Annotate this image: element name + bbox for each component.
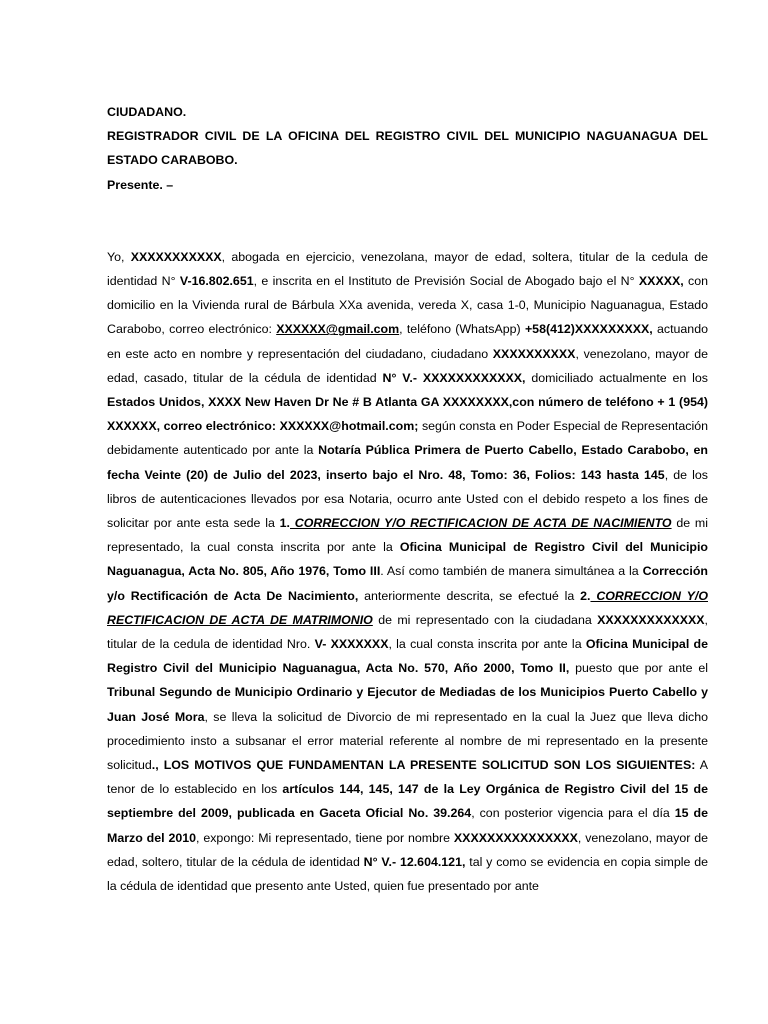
text-run: , se lleva la solicitud de Divorcio de mi representado en la cual la Juez que lleva dicho procedimiento insto a subsanar el error material referente al nombre de mi representado en la presente solicitud bbox=[107, 709, 708, 773]
text-run: , de los libros de autenticaciones llevados por esa Notaria, ocurro ante Usted con el debido respeto a los fines de solicitar por ante esta sede la bbox=[107, 467, 708, 531]
spacer bbox=[107, 197, 708, 245]
addressee-block bbox=[107, 100, 708, 197]
petitioner-name: XXXXXXXXXXX bbox=[130, 249, 222, 264]
spouse-name: XXXXXXXXXXXXX bbox=[597, 612, 705, 627]
spouse-id: V- XXXXXXX bbox=[314, 637, 389, 652]
motives-heading: ., LOS MOTIVOS QUE FUNDAMENTAN LA PRESENTE SOLICITUD SON LOS SIGUIENTES: bbox=[151, 758, 696, 773]
client-id: N° V.- XXXXXXXXXXXX, bbox=[382, 370, 526, 385]
body-paragraph bbox=[107, 245, 708, 898]
client-full-name: XXXXXXXXXXXXXXX bbox=[453, 830, 578, 845]
client-name: XXXXXXXXXX bbox=[492, 346, 576, 361]
text-run: , la cual consta inscrita por ante la bbox=[388, 637, 586, 652]
text-run: , con posterior vigencia para el día bbox=[471, 806, 675, 821]
registry-office-1: Oficina Municipal de Registro Civil del Municipio Naguanagua, Acta No. 805, Año 1976, Tomo III bbox=[107, 540, 708, 579]
addressee-line-4: Presente. – bbox=[107, 177, 174, 192]
text-run: puesto que por ante el bbox=[569, 661, 708, 676]
client-address: Estados Unidos, XXXX New Haven Dr Ne # B Atlanta GA XXXXXXXX,con número de teléfono + 1 (954) XXXXXX, correo electrónico: XXXXXX@hotmail.com; bbox=[107, 395, 708, 434]
court-name: Tribunal Segundo de Municipio Ordinario y Ejecutor de Mediadas de los Municipios Puerto Cabello y Juan José Mora bbox=[107, 685, 708, 724]
law-articles: artículos 144, 145, 147 de la Ley Orgánica de Registro Civil del 15 de septiembre del 2009, publicada en Gaceta Oficial No. 39.264 bbox=[107, 782, 708, 821]
text-run: , titular de la cedula de identidad Nro. bbox=[107, 612, 708, 652]
item-2-number: 2. bbox=[580, 588, 591, 603]
text-run: tal y como se evidencia en copia simple de la cédula de identidad que presento ante Usted, quien fue presentado por ante bbox=[107, 854, 708, 894]
item-2-title: CORRECCION Y/O RECTIFICACION DE ACTA DE MATRIMONIO bbox=[107, 588, 708, 627]
text-run: con domicilio en la Vivienda rural de Bárbula XXa avenida, vereda X, casa 1-0, Municipio Naguanagua, Estado Carabobo, correo electrónico: bbox=[107, 274, 709, 337]
text-run: , teléfono (WhatsApp) bbox=[399, 322, 525, 337]
petitioner-id: V-16.802.651 bbox=[179, 274, 254, 289]
inpre-number: XXXXX, bbox=[638, 274, 684, 289]
text-run: , abogada en ejercicio, venezolana, mayor de edad, soltera, titular de la cedula de identidad N° bbox=[107, 249, 708, 289]
correction-label: Corrección y/o Rectificación de Acta De Nacimiento, bbox=[107, 564, 708, 603]
addressee-line-1: CIUDADANO. bbox=[107, 105, 187, 119]
petitioner-email: XXXXXX@gmail.com bbox=[276, 322, 400, 337]
notary-reference: Notaría Pública Primera de Puerto Cabello, Estado Carabobo, en fecha Veinte (20) de Julio del 2023, inserto bajo el Nro. 48, Tomo: 36, Folios: 143 hasta 145 bbox=[107, 443, 708, 482]
addressee-line-2: REGISTRADOR CIVIL DE LA OFICINA DEL REGISTRO CIVIL DEL MUNICIPIO NAGUANAGUA DEL bbox=[107, 129, 708, 144]
text-run: domiciliado actualmente en los bbox=[525, 370, 708, 385]
text-run: . Así como también de manera simultánea a la bbox=[380, 564, 643, 579]
item-1-title: CORRECCION Y/O RECTIFICACION DE ACTA DE NACIMIENTO bbox=[290, 516, 672, 531]
text-run: Yo, bbox=[107, 249, 131, 264]
text-run: de mi representado, la cual consta inscrita por ante la bbox=[107, 516, 708, 555]
item-1-number: 1. bbox=[279, 516, 290, 531]
text-run: anteriormente descrita, se efectué la bbox=[358, 588, 581, 603]
registry-office-2: Oficina Municipal de Registro Civil del Municipio Naguanagua, Acta No. 570, Año 2000, Tomo II, bbox=[107, 637, 708, 676]
text-run: , expongo: Mi representado, tiene por nombre bbox=[196, 830, 454, 845]
text-run: actuando en este acto en nombre y representación del ciudadano, ciudadano bbox=[107, 322, 708, 361]
text-run: A tenor de lo establecido en los bbox=[107, 758, 708, 797]
text-run: , venezolano, mayor de edad, casado, titular de la cédula de identidad bbox=[107, 346, 708, 385]
text-run: de mi representado con la ciudadana bbox=[372, 612, 598, 627]
addressee-line-3: ESTADO CARABOBO. bbox=[107, 153, 238, 168]
client-id-number: N° V.- 12.604.121, bbox=[363, 854, 466, 869]
text-run: , venezolano, mayor de edad, soltero, titular de la cédula de identidad bbox=[107, 830, 708, 869]
petitioner-phone: +58(412)XXXXXXXXX, bbox=[524, 322, 653, 337]
text-run: según consta en Poder Especial de Representación debidamente autenticado por ante la bbox=[107, 419, 708, 458]
text-run: , e inscrita en el Instituto de Previsión Social de Abogado bajo el N° bbox=[253, 274, 639, 289]
effective-date: 15 de Marzo del 2010 bbox=[107, 806, 708, 845]
